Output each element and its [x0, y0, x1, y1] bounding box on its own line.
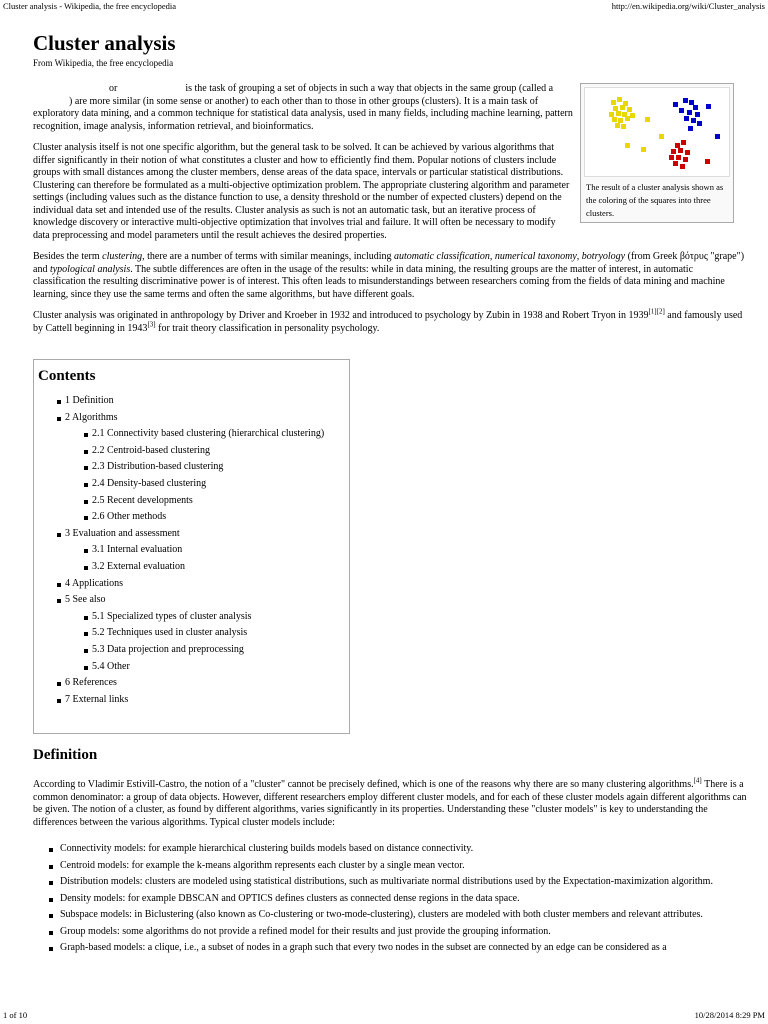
definition-paragraph: According to Vladimir Estivill-Castro, the notion of a "cluster" cannot be precisely defined, which is one of the reasons why there are so many clustering algorithms.[4] There is a common denominator: a group of data objects. However, different researchers employ different cluster models, and for each of these cluster models again different algorithms can be given. The notion of a cluster, as found by different algorithms, varies significantly in its properties. Understanding these "cluster models" is key to understanding the differences between the various algorithms. Typical cluster models include:: [33, 776, 747, 828]
list-item: Group models: some algorithms do not provide a refined model for their results and just provide the grouping information.: [33, 924, 748, 941]
toc-item[interactable]: 2.5 Recent developments: [38, 493, 345, 510]
red-cluster-point: [685, 150, 690, 155]
blue-cluster-point: [687, 110, 692, 115]
blue-cluster-point: [715, 134, 720, 139]
cluster-image[interactable]: [584, 87, 730, 177]
blue-cluster-point: [706, 104, 711, 109]
intro-section: [33, 83, 573, 242]
blue-cluster-point: [683, 98, 688, 103]
yellow-cluster-point: [617, 97, 622, 102]
red-cluster-point: [681, 140, 686, 145]
toc-item[interactable]: 2.6 Other methods: [38, 509, 345, 526]
blue-cluster-point: [684, 116, 689, 121]
yellow-cluster-point: [630, 113, 635, 118]
toc-item[interactable]: 1 Definition: [38, 393, 345, 410]
toc-item[interactable]: 5.4 Other: [38, 659, 345, 676]
page-title: Cluster analysis: [33, 31, 176, 55]
cluster-models-list: [33, 841, 748, 957]
reference-link[interactable]: [3]: [147, 320, 156, 329]
toc-item[interactable]: 4 Applications: [38, 576, 345, 593]
table-of-contents: [33, 359, 350, 734]
toc-item[interactable]: 5 See also: [38, 592, 345, 609]
section-heading-definition: Definition: [33, 747, 98, 763]
intro-section-wide: [33, 251, 748, 335]
list-item: Distribution models: clusters are modeled using statistical distributions, such as multivariate normal distributions used by the Expectation-maximization algorithm.: [33, 874, 748, 891]
intro-paragraph-2: Cluster analysis itself is not one specific algorithm, but the general task to be solved. It can be achieved by various algorithms that differ significantly in their notion of what constitutes a cluster and how to efficiently find them. Popular notions of clusters include groups with small distances among the cluster members, dense areas of the data space, intervals or particular statistical distributions. Clustering can therefore be formulated as a multi-objective optimization problem. The appropriate clustering algorithm and parameter settings (including values such as the distance function to use, a density threshold or the number of expected clusters) depend on the individual data set and intended use of the results. Cluster analysis as such is not an automatic task, but an iterative process of knowledge discovery or interactive multi-objective optimization that involves trial and failure. It will often be necessary to modify data preprocessing and model parameters until the result achieves the desired properties.: [33, 142, 570, 241]
toc-item[interactable]: 2.1 Connectivity based clustering (hierarchical clustering): [38, 426, 345, 443]
yellow-cluster-point: [625, 143, 630, 148]
toc-item[interactable]: 2.3 Distribution-based clustering: [38, 459, 345, 476]
toc-item[interactable]: 5.3 Data projection and preprocessing: [38, 642, 345, 659]
toc-item[interactable]: 6 References: [38, 675, 345, 692]
page-number: 1 of 10: [3, 1010, 28, 1020]
list-item: Subspace models: in Biclustering (also known as Co-clustering or two-mode-clustering), clusters are modeled with both cluster members and relevant attributes.: [33, 907, 748, 924]
blue-cluster-point: [697, 121, 702, 126]
yellow-cluster-point: [621, 124, 626, 129]
reference-link[interactable]: [4]: [693, 776, 702, 785]
red-cluster-point: [680, 164, 685, 169]
cluster-figure: [580, 83, 734, 223]
red-cluster-point: [676, 155, 681, 160]
print-footer: [3, 1009, 765, 1021]
figure-caption: The result of a cluster analysis shown as the coloring of the squares into three clusters.: [586, 182, 724, 218]
blue-cluster-point: [693, 105, 698, 110]
red-cluster-point: [678, 148, 683, 153]
red-cluster-point: [673, 161, 678, 166]
yellow-cluster-point: [612, 117, 617, 122]
toc-item[interactable]: 3.2 External evaluation: [38, 559, 345, 576]
header-url[interactable]: http://en.wikipedia.org/wiki/Cluster_analysis: [611, 1, 765, 11]
list-item: Graph-based models: a clique, i.e., a subset of nodes in a graph such that every two nodes in the subset are connected by an edge can be considered as a: [33, 940, 748, 957]
reference-link[interactable]: [1][2]: [648, 307, 665, 316]
yellow-cluster-point: [615, 123, 620, 128]
toc-item[interactable]: 7 External links: [38, 692, 345, 709]
yellow-cluster-point: [627, 107, 632, 112]
toc-item[interactable]: 2.4 Density-based clustering: [38, 476, 345, 493]
red-cluster-point: [669, 155, 674, 160]
red-cluster-point: [671, 149, 676, 154]
list-item: Centroid models: for example the k-means algorithm represents each cluster by a single mean vector.: [33, 858, 748, 875]
intro-paragraph-4: Cluster analysis was originated in anthropology by Driver and Kroeber in 1932 and introduced to psychology by Zubin in 1938 and Robert Tryon in 1939[1][2] and famously used by Cattell beginning in 1943[3] for trait theory classification in personality psychology.: [33, 307, 743, 334]
list-item: Connectivity models: for example hierarchical clustering builds models based on distance connectivity.: [33, 841, 748, 858]
blue-cluster-point: [679, 108, 684, 113]
red-cluster-point: [705, 159, 710, 164]
print-header: [3, 0, 765, 12]
blue-cluster-point: [695, 112, 700, 117]
red-cluster-point: [683, 157, 688, 162]
list-item: Density models: for example DBSCAN and OPTICS defines clusters as connected dense regions in the data space.: [33, 891, 748, 908]
yellow-cluster-point: [620, 105, 625, 110]
toc-item[interactable]: 2 Algorithms: [38, 410, 345, 427]
toc-item[interactable]: 3.1 Internal evaluation: [38, 542, 345, 559]
blue-cluster-point: [688, 126, 693, 131]
definition-section: [33, 776, 748, 838]
blue-cluster-point: [691, 118, 696, 123]
toc-title: Contents: [38, 368, 96, 384]
toc-item[interactable]: 5.2 Techniques used in cluster analysis: [38, 625, 345, 642]
yellow-cluster-point: [659, 134, 664, 139]
toc-item[interactable]: 5.1 Specialized types of cluster analysis: [38, 609, 345, 626]
page-subtitle: From Wikipedia, the free encyclopedia: [33, 58, 174, 68]
intro-paragraph-3: Besides the term clustering, there are a number of terms with similar meanings, including automatic classification, numerical taxonomy, botryology (from Greek βότρυς "grape") and typological analysis. The subtle differences are often in the usage of the results: while in data mining, the resulting groups are the matter of interest, in automatic classification the resulting discriminative power is of interest. This often leads to misunderstandings between researchers coming from the fields of data mining and machine learning, since they use the same terms and often the same algorithms, but have different goals.: [33, 251, 745, 300]
blue-cluster-point: [673, 102, 678, 107]
header-page-title: Cluster analysis - Wikipedia, the free encyclopedia: [3, 1, 176, 11]
yellow-cluster-point: [616, 111, 621, 116]
toc-list: [38, 393, 345, 708]
intro-paragraph-1: or is the task of grouping a set of objects in such a way that objects in the same group (called a) are more similar (in some sense or another) to each other than to those in other groups (clusters). It is a main task of exploratory data mining, and a common technique for statistical data analysis, used in many fields, including machine learning, pattern recognition, image analysis, information retrieval, and bioinformatics.: [33, 83, 573, 132]
yellow-cluster-point: [611, 100, 616, 105]
toc-item[interactable]: 2.2 Centroid-based clustering: [38, 443, 345, 460]
print-timestamp: 10/28/2014 8:29 PM: [694, 1010, 765, 1020]
yellow-cluster-point: [645, 117, 650, 122]
yellow-cluster-point: [641, 147, 646, 152]
toc-item[interactable]: 3 Evaluation and assessment: [38, 526, 345, 543]
